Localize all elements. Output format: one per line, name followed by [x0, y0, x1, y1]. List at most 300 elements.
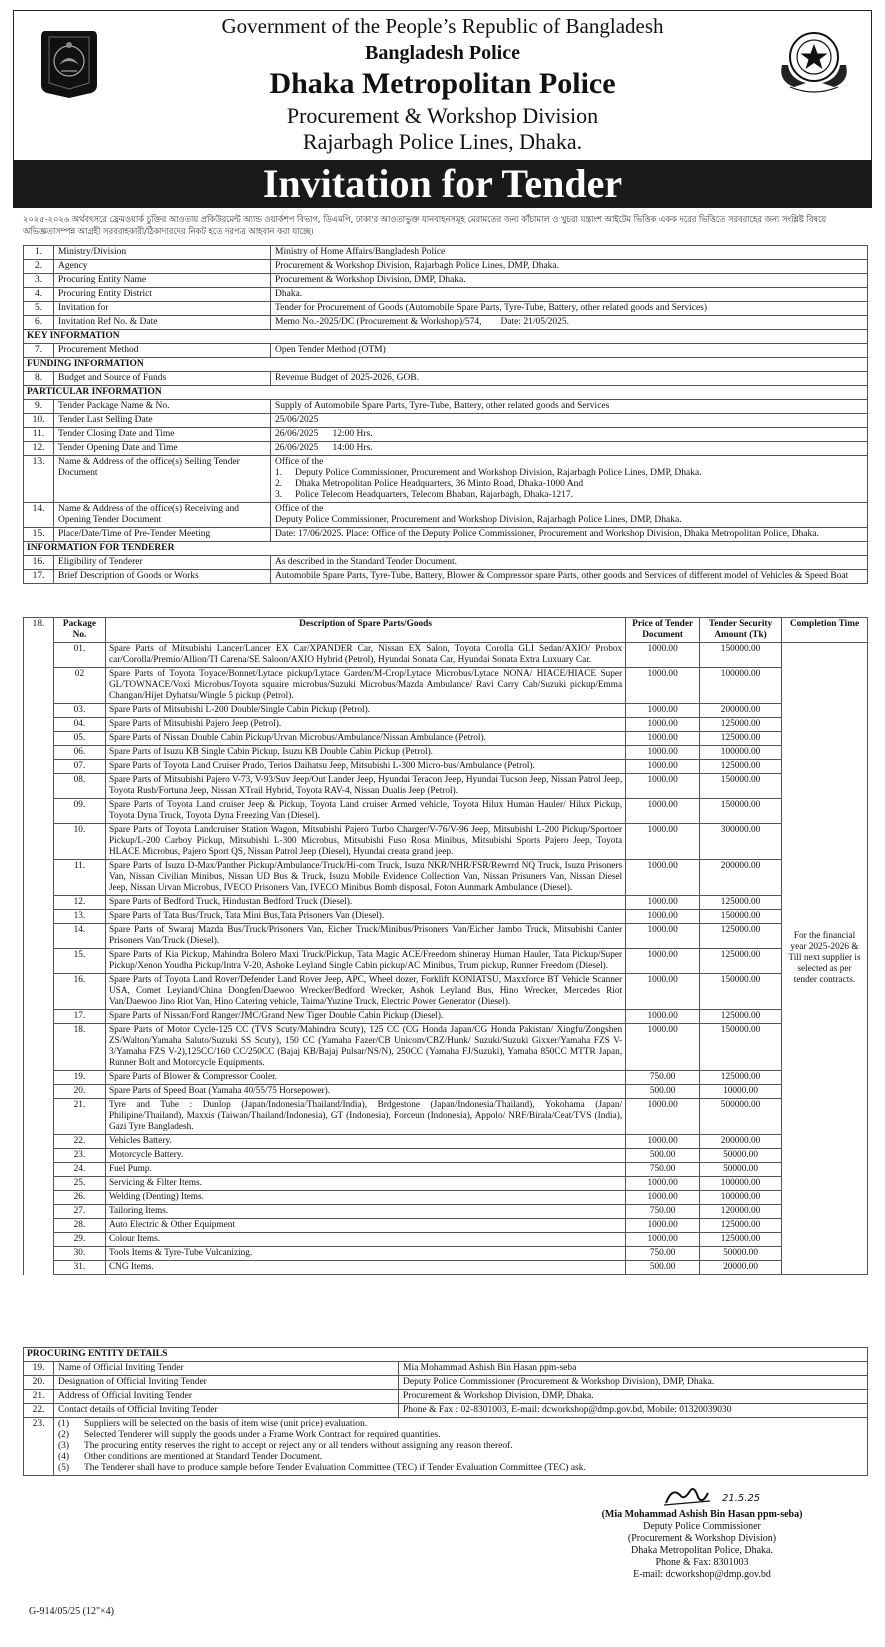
package-security: 200000.00 — [700, 860, 782, 896]
row-number-spacer — [24, 668, 54, 704]
conditions-cell — [54, 1418, 868, 1476]
table-row — [24, 896, 868, 910]
row-number-spacer — [24, 1010, 54, 1024]
row-number-spacer — [24, 1219, 54, 1233]
table-row — [24, 910, 868, 924]
info-table — [23, 245, 868, 584]
row-value — [271, 456, 868, 503]
print-code: G-914/05/25 (12"×4) — [29, 1606, 114, 1617]
condition-item — [58, 1452, 863, 1463]
package-price: 1000.00 — [626, 1233, 700, 1247]
row-number: 6. — [24, 316, 54, 330]
package-number: 04. — [53, 718, 105, 732]
package-price: 1000.00 — [626, 1191, 700, 1205]
package-security: 150000.00 — [700, 974, 782, 1010]
list-index: 1. — [275, 468, 283, 478]
package-price: 500.00 — [626, 1085, 700, 1099]
info-row — [24, 428, 868, 442]
row-number-spacer — [24, 1247, 54, 1261]
condition-text: Suppliers will be selected on the basis of item wise (unit price) evaluation. — [84, 1419, 368, 1429]
package-number: 23. — [53, 1149, 105, 1163]
package-description: Fuel Pump. — [105, 1163, 625, 1177]
package-security: 125000.00 — [700, 896, 782, 910]
table-row — [24, 1135, 868, 1149]
list-index: 3. — [275, 490, 283, 500]
row-number-spacer — [24, 860, 54, 896]
package-security: 125000.00 — [700, 1010, 782, 1024]
package-number: 19. — [53, 1071, 105, 1085]
section-heading-particular: PARTICULAR INFORMATION — [24, 386, 868, 400]
table-row — [24, 643, 868, 668]
package-security: 125000.00 — [700, 1071, 782, 1085]
row-number: 2. — [24, 260, 54, 274]
package-description: Spare Parts of Kia Pickup, Mahindra Bolero Maxi Truck/Pickup, Tata Magic ACE/Freedom shineray Human Hauler, Tata Pickup/Super Pickup/Xenon Youdha Pickup/Intra V-20, Ashoke Leyland Single Cabin pickup/AC Minibus, Trum pickup, Runner Freedom (Diesel). — [105, 949, 625, 974]
row-number: 10. — [24, 414, 54, 428]
info-row — [24, 442, 868, 456]
package-description: Colour Items. — [105, 1233, 625, 1247]
column-header-description: Description of Spare Parts/Goods — [105, 618, 625, 643]
row-key: Tender Closing Date and Time — [54, 428, 271, 442]
row-number-spacer — [24, 1205, 54, 1219]
package-description: Spare Parts of Tata Bus/Truck, Tata Mini Bus,Tata Prisoners Van (Diesel). — [105, 910, 625, 924]
row-number-spacer — [24, 896, 54, 910]
table-row — [24, 1261, 868, 1275]
condition-index: (3) — [58, 1441, 70, 1451]
tender-notice-page — [13, 10, 872, 1635]
package-number: 21. — [53, 1099, 105, 1135]
row-key: Eligibility of Tenderer — [54, 556, 271, 570]
package-number: 02 — [53, 668, 105, 704]
package-number: 14. — [53, 924, 105, 949]
package-price: 1000.00 — [626, 1024, 700, 1071]
row-number: 23. — [24, 1418, 54, 1476]
package-security: 50000.00 — [700, 1149, 782, 1163]
package-number: 17. — [53, 1010, 105, 1024]
package-description: CNG Items. — [105, 1261, 625, 1275]
package-security: 150000.00 — [700, 774, 782, 799]
package-price: 750.00 — [626, 1163, 700, 1177]
table-row — [24, 668, 868, 704]
row-number: 15. — [24, 528, 54, 542]
package-price: 750.00 — [626, 1071, 700, 1085]
package-description: Spare Parts of Toyota Land Rover/Defender Land Rover Jeep, APC, Wheel dozer, Forklift KONIATSU, Maxxforce BT Vehicle Scanner USA, Comet Leyiand/China Dongfen/Daewoo Wrecker/Bedford Wrecker, Ashok Leyland Bus, Hino Wrecker, Mercedes Riot Van/Daewoo Jino Riot Van, Hino Catering vehicle, Taima/Yuzine Truck, Electric Power Generator (Diesel). — [105, 974, 625, 1010]
row-value: Memo No.-2025/DC (Procurement & Workshop)/574, Date: 21/05/2025. — [271, 316, 868, 330]
package-number: 29. — [53, 1233, 105, 1247]
completion-time: For the financial year 2025-2026 & Till next supplier is selected as per tender contracts. — [782, 643, 868, 1275]
signatory-office: Dhaka Metropolitan Police, Dhaka. — [631, 1545, 773, 1556]
condition-index: (4) — [58, 1452, 70, 1462]
info-row — [24, 400, 868, 414]
row-number: 9. — [24, 400, 54, 414]
row-number: 22. — [24, 1404, 54, 1418]
package-security: 200000.00 — [700, 1135, 782, 1149]
info-row — [24, 1362, 868, 1376]
package-security: 150000.00 — [700, 643, 782, 668]
header-line-division: Procurement & Workshop Division — [286, 103, 599, 128]
table-row — [24, 1233, 868, 1247]
section-heading-tenderer: INFORMATION FOR TENDERER — [24, 542, 868, 556]
signatory-division: (Procurement & Workshop Division) — [627, 1533, 777, 1544]
column-header-security: Tender Security Amount (Tk) — [700, 618, 782, 643]
table-row — [24, 1219, 868, 1233]
package-price: 1000.00 — [626, 1010, 700, 1024]
row-value: 26/06/2025 14:00 Hrs. — [271, 442, 868, 456]
signatory-phone: Phone & Fax: 8301003 — [655, 1557, 749, 1568]
table-row — [24, 1205, 868, 1219]
row-number-spacer — [24, 643, 54, 668]
package-description: Spare Parts of Toyota Landcruiser Station Wagon, Mitsubishi Pajero Turbo Charger/V-76/V-96 Jeep, Mitsubishi L-200 Pickup/Sportoer Pickup/L-200 Carboy Pickup, Mitsubishi L-300 Microbus, Mitsubishi Fuso Rosa Minibus, Mitsubishi Sports Pajero Jeep, Toyota HLACE Microbus, Pajero Sport QS, Nissan Patrol Jeep (Diesel), Hyundai creata grand jeep. — [105, 824, 625, 860]
package-price: 1000.00 — [626, 924, 700, 949]
package-number: 28. — [53, 1219, 105, 1233]
table-row — [24, 746, 868, 760]
package-security: 10000.00 — [700, 1085, 782, 1099]
row-key: Tender Opening Date and Time — [54, 442, 271, 456]
package-price: 1000.00 — [626, 732, 700, 746]
package-security: 500000.00 — [700, 1099, 782, 1135]
package-description: Spare Parts of Blower & Compressor Cooler. — [105, 1071, 625, 1085]
condition-item — [58, 1441, 863, 1452]
package-price: 1000.00 — [626, 643, 700, 668]
row-number-spacer — [24, 704, 54, 718]
info-row — [24, 1390, 868, 1404]
condition-index: (1) — [58, 1419, 70, 1429]
package-description: Spare Parts of Toyota Land Cruiser Prado, Terios Daihatsu Jeep, Mitsubishi L-300 Micro-bus/Ambulance (Petrol). — [105, 760, 625, 774]
package-security: 50000.00 — [700, 1163, 782, 1177]
row-number: 7. — [24, 344, 54, 358]
row-number-spacer — [24, 774, 54, 799]
row-number: 11. — [24, 428, 54, 442]
package-security: 125000.00 — [700, 732, 782, 746]
condition-text: Selected Tenderer will supply the goods under a Frame Work Contract for required quantities. — [84, 1430, 441, 1440]
package-security: 125000.00 — [700, 760, 782, 774]
condition-item — [58, 1419, 863, 1430]
package-price: 1000.00 — [626, 746, 700, 760]
row-value: Deputy Police Commissioner (Procurement & Workshop Division), DMP, Dhaka. — [399, 1376, 868, 1390]
table-row — [24, 1099, 868, 1135]
signature-block — [552, 1483, 852, 1581]
package-number: 09. — [53, 799, 105, 824]
row-number-spacer — [24, 746, 54, 760]
package-price: 500.00 — [626, 1149, 700, 1163]
procuring-entity-table — [23, 1347, 868, 1476]
row-value: Supply of Automobile Spare Parts, Tyre-Tube, Battery, other related goods and Services — [271, 400, 868, 414]
package-number: 03. — [53, 704, 105, 718]
package-number: 27. — [53, 1205, 105, 1219]
package-number: 30. — [53, 1247, 105, 1261]
info-row — [24, 302, 868, 316]
section-heading-funding: FUNDING INFORMATION — [24, 358, 868, 372]
row-number-spacer — [24, 1149, 54, 1163]
package-number: 12. — [53, 896, 105, 910]
package-rows — [24, 643, 868, 1275]
package-number: 20. — [53, 1085, 105, 1099]
package-price: 1000.00 — [626, 1135, 700, 1149]
row-key: Tender Package Name & No. — [54, 400, 271, 414]
package-security: 125000.00 — [700, 718, 782, 732]
package-description: Vehicles Battery. — [105, 1135, 625, 1149]
package-description: Spare Parts of Swaraj Mazda Bus/Truck/Prisoners Van, Eicher Truck/Minibus/Prisoners Van/Eicher Jambo Truck, Mitsubishi Canter Prisoners Van/Truck (Diesel). — [105, 924, 625, 949]
row-number: 4. — [24, 288, 54, 302]
row-key: Procuring Entity Name — [54, 274, 271, 288]
package-number: 11. — [53, 860, 105, 896]
package-description: Tailoring Items. — [105, 1205, 625, 1219]
row-number-spacer — [24, 1191, 54, 1205]
package-number: 31. — [53, 1261, 105, 1275]
condition-item — [58, 1463, 863, 1474]
list-text: Police Telecom Headquarters, Telecom Bhaban, Rajarbagh, Dhaka-1217. — [295, 490, 573, 500]
condition-item — [58, 1430, 863, 1441]
package-security: 50000.00 — [700, 1247, 782, 1261]
package-description: Spare Parts of Toyota Toyace/Bonnet/Lytace pickup/Lytace Garden/M-Crop/Lytace Microbus/Lytace NONA/ HIACE/HIACE Super GL/TOWNACE/Voxi Microbus/Toyota squaire microbus/Suzuki Microbus/Mazda Ambulance/ Ravi Carry Cab/Suzuki pickup/Emma Changan/Hijet Dyhatsu/Wingle 5 pickup (Petrol). — [105, 668, 625, 704]
condition-text: The Tenderer shall have to produce sample before Tender Evaluation Committee (TEC) if Tender Evaluation Committee (TEC) ask. — [84, 1463, 586, 1473]
package-price: 1000.00 — [626, 799, 700, 824]
package-price: 500.00 — [626, 1261, 700, 1275]
invitation-banner: Invitation for Tender — [13, 160, 872, 208]
package-number: 01. — [53, 643, 105, 668]
row-value: Tender for Procurement of Goods (Automobile Spare Parts, Tyre-Tube, Battery, other related goods and Services) — [271, 302, 868, 316]
row-number: 3. — [24, 274, 54, 288]
row-key: Agency — [54, 260, 271, 274]
package-security: 120000.00 — [700, 1205, 782, 1219]
row-key: Tender Last Selling Date — [54, 414, 271, 428]
section-row — [24, 542, 868, 556]
info-row — [24, 528, 868, 542]
section-heading-procuring-entity: PROCURING ENTITY DETAILS — [24, 1348, 868, 1362]
section-row — [24, 330, 868, 344]
list-text: Dhaka Metropolitan Police Headquarters, 36 Minto Road, Dhaka-1000 And — [295, 479, 584, 489]
row-number-spacer — [24, 1099, 54, 1135]
list-item — [275, 479, 863, 490]
package-price: 1000.00 — [626, 1177, 700, 1191]
conditions-row — [24, 1418, 868, 1476]
selling-office-list — [275, 468, 863, 501]
package-price: 750.00 — [626, 1205, 700, 1219]
column-header-package: Package No. — [53, 618, 105, 643]
row-value: Mia Mohammad Ashish Bin Hasan ppm-seba — [399, 1362, 868, 1376]
table-row — [24, 1024, 868, 1071]
info-row — [24, 456, 868, 503]
info-row — [24, 414, 868, 428]
section-row — [24, 386, 868, 400]
package-description: Spare Parts of Isuzu D-Max/Panther Pickup/Ambulance/Truck/Hi-com Truck, Isuzu NKR/NHR/FSR/Rewrrd NQ Truck, Isuzu Prisoners Van, Nissan Civilian Minibus, Nissan UD Bus & Truck, Isuzu Mobile Evidence Collection Van, Nissan Prisuners Van, Nissan Diesel Jeep, Nissan Urvan Microbus, IVECO Prisoners Van, IVECO Minibus Bomb disposal, Foton Aunmark Ambulance (Diesel). — [105, 860, 625, 896]
signatory-email: E-mail: dcworkshop@dmp.gov.bd — [633, 1569, 771, 1580]
package-security: 150000.00 — [700, 910, 782, 924]
package-number: 10. — [53, 824, 105, 860]
package-number: 22. — [53, 1135, 105, 1149]
condition-text: The procuring entity reserves the right to accept or reject any or all tenders without assigning any reason thereof. — [84, 1441, 513, 1451]
package-number: 13. — [53, 910, 105, 924]
table-row — [24, 1191, 868, 1205]
section-row — [24, 358, 868, 372]
package-security: 125000.00 — [700, 949, 782, 974]
table-row — [24, 1071, 868, 1085]
row-key: Invitation Ref No. & Date — [54, 316, 271, 330]
row-value: 25/06/2025 — [271, 414, 868, 428]
row-key: Address of Official Inviting Tender — [54, 1390, 399, 1404]
table-row — [24, 1177, 868, 1191]
signature-mark — [552, 1483, 852, 1509]
row-key: Ministry/Division — [54, 246, 271, 260]
row-number-spacer — [24, 974, 54, 1010]
package-description: Spare Parts of Mitsubishi L-200 Double/Single Cabin Pickup (Petrol). — [105, 704, 625, 718]
table-row — [24, 1149, 868, 1163]
table-row — [24, 1085, 868, 1099]
row-key: Contact details of Official Inviting Tender — [54, 1404, 399, 1418]
signature-date: 21.5.25 — [722, 1493, 761, 1504]
row-key: Procurement Method — [54, 344, 271, 358]
table-row — [24, 732, 868, 746]
receiving-office-intro: Office of the — [275, 504, 324, 514]
selling-office-intro: Office of the — [275, 457, 324, 467]
row-key: Name of Official Inviting Tender — [54, 1362, 399, 1376]
row-number-spacer — [24, 1261, 54, 1275]
row-number: 1. — [24, 246, 54, 260]
condition-index: (5) — [58, 1463, 70, 1473]
package-number: 25. — [53, 1177, 105, 1191]
package-number: 07. — [53, 760, 105, 774]
table-row — [24, 704, 868, 718]
list-item — [275, 490, 863, 501]
row-number-spacer — [24, 1085, 54, 1099]
info-row — [24, 556, 868, 570]
package-number: 05. — [53, 732, 105, 746]
package-price: 1000.00 — [626, 1219, 700, 1233]
row-number: 17. — [24, 570, 54, 584]
row-number-spacer — [24, 824, 54, 860]
package-description: Spare Parts of Isuzu KB Single Cabin Pickup, Isuzu KB Double Cabin Pickup (Petrol). — [105, 746, 625, 760]
header-line-address: Rajarbagh Police Lines, Dhaka. — [302, 129, 583, 154]
row-number: 18. — [24, 618, 54, 643]
package-security: 100000.00 — [700, 1191, 782, 1205]
row-value: Open Tender Method (OTM) — [271, 344, 868, 358]
package-security: 100000.00 — [700, 746, 782, 760]
row-value: Revenue Budget of 2025-2026, GOB. — [271, 372, 868, 386]
package-price: 1000.00 — [626, 860, 700, 896]
table-row — [24, 718, 868, 732]
signatory-designation: Deputy Police Commissioner — [643, 1521, 761, 1532]
package-security: 300000.00 — [700, 824, 782, 860]
row-number-spacer — [24, 760, 54, 774]
package-number: 26. — [53, 1191, 105, 1205]
section-heading-key-information: KEY INFORMATION — [24, 330, 868, 344]
list-index: 2. — [275, 479, 283, 489]
info-row — [24, 316, 868, 330]
package-description: Spare Parts of Mitsubishi Pajero Jeep (Petrol). — [105, 718, 625, 732]
row-key: Designation of Official Inviting Tender — [54, 1376, 399, 1390]
package-description: Spare Parts of Toyota Land cruiser Jeep & Pickup, Toyota Land cruiser Armed vehicle, Toyota Hilux Human Hauler/ Hilux Pickup, Toyota Dyna Truck, Toyota Dyna Freezing Van (Diesel). — [105, 799, 625, 824]
column-header-completion: Completion Time — [782, 618, 868, 643]
table-row — [24, 760, 868, 774]
row-key: Budget and Source of Funds — [54, 372, 271, 386]
row-key: Procuring Entity District — [54, 288, 271, 302]
package-description: Servicing & Filter Items. — [105, 1177, 625, 1191]
row-number-spacer — [24, 1177, 54, 1191]
header-line-bangladesh-police: Bangladesh Police — [364, 42, 520, 64]
package-description: Spare Parts of Nissan Double Cabin Pickup/Urvan Microbus/Ambulance/Nissan Ambulance (Petrol). — [105, 732, 625, 746]
condition-index: (2) — [58, 1430, 70, 1440]
info-row — [24, 344, 868, 358]
row-value: Procurement & Workshop Division, DMP, Dhaka. — [271, 274, 868, 288]
package-price: 1000.00 — [626, 1099, 700, 1135]
package-security: 100000.00 — [700, 1177, 782, 1191]
package-table — [23, 617, 868, 1275]
row-number-spacer — [24, 949, 54, 974]
package-description: Spare Parts of Mitsubishi Lancer/Lancer EX Car/XPANDER Car, Nissan EX Salon, Toyota Corolla GLI Sedan/AXIO/ Probox car/Corolla/Premio/Allion/TI Carena/SE Saloon/AXIO Hybrid (Petrol), Hyundai Sonata Car, Hyundai Sonata Extra Luxuary Car. — [105, 643, 625, 668]
list-text: Deputy Police Commissioner, Procurement and Workshop Division, Rajarbagh Police Lines, DMP, Dhaka. — [295, 468, 702, 478]
table-row — [24, 824, 868, 860]
row-value: 26/06/2025 12:00 Hrs. — [271, 428, 868, 442]
row-number-spacer — [24, 924, 54, 949]
row-number: 21. — [24, 1390, 54, 1404]
header-line-dmp: Dhaka Metropolitan Police — [269, 67, 616, 100]
package-price: 1000.00 — [626, 718, 700, 732]
package-number: 15. — [53, 949, 105, 974]
package-description: Spare Parts of Mitsubishi Pajero V-73, V-93/Suv Jeep/Out Lander Jeep, Hyundai Teracon Jeep, Hyundai Tucson Jeep, Nissan Patrol Jeep, Toyota Rush/Fortuna Jeep, Nissan XTrail Hybrid, Toyota RAV-4, Nissan Dualis Jeep (Petrol). — [105, 774, 625, 799]
package-security: 20000.00 — [700, 1261, 782, 1275]
package-price: 1000.00 — [626, 704, 700, 718]
row-key: Place/Date/Time of Pre-Tender Meeting — [54, 528, 271, 542]
intro-paragraph: ২০২৫-২০২৬ অর্থবৎসরে ফ্রেমওয়ার্ক চুক্তির আওতায় প্রকিউরমেন্ট অ্যান্ড ওয়ার্কশপ বিভাগ, ডিএমপি, ঢাকা'র আওতাভুক্ত যানবাহনসমূহ মেরামতের জন্য কাঁচামাল ও খুচরা যন্ত্রাংশ আইটেম ভিত্তিক একক দরের ভিত্তিতে সরবরাহের জন্য সংশ্লিষ্ট বিষয়ে অভিজ্ঞতাসম্পন্ন আগ্রহী সরবরাহকারী/ঠিকাদারদের নিকট হতে দরপত্র আহবান করা যাচ্ছে। — [23, 214, 827, 236]
package-price: 1000.00 — [626, 774, 700, 799]
row-number-spacer — [24, 799, 54, 824]
package-security: 125000.00 — [700, 1219, 782, 1233]
conditions-list — [58, 1419, 863, 1474]
table-row — [24, 774, 868, 799]
row-number: 12. — [24, 442, 54, 456]
table-row — [24, 1010, 868, 1024]
signatory-name: (Mia Mohammad Ashish Bin Hasan ppm-seba) — [601, 1509, 803, 1520]
row-value: Procurement & Workshop Division, DMP, Dhaka. — [399, 1390, 868, 1404]
info-row — [24, 246, 868, 260]
package-description: Spare Parts of Nissan/Ford Ranger/JMC/Grand New Tiger Double Cabin Pickup (Diesel). — [105, 1010, 625, 1024]
table-row — [24, 860, 868, 896]
row-number-spacer — [24, 910, 54, 924]
package-price: 1000.00 — [626, 910, 700, 924]
package-price: 1000.00 — [626, 949, 700, 974]
package-number: 18. — [53, 1024, 105, 1071]
table-row — [24, 924, 868, 949]
row-number-spacer — [24, 1071, 54, 1085]
table-row — [24, 974, 868, 1010]
table-row — [24, 949, 868, 974]
info-row — [24, 372, 868, 386]
package-description: Auto Electric & Other Equipment — [105, 1219, 625, 1233]
condition-text: Other conditions are mentioned at Standard Tender Document. — [84, 1452, 323, 1462]
package-number: 08. — [53, 774, 105, 799]
package-security: 125000.00 — [700, 1233, 782, 1247]
package-price: 1000.00 — [626, 896, 700, 910]
info-row — [24, 288, 868, 302]
row-number: 5. — [24, 302, 54, 316]
package-description: Welding (Denting) Items. — [105, 1191, 625, 1205]
row-value: Phone & Fax : 02-8301003, E-mail: dcworkshop@dmp.gov.bd, Mobile: 01320039030 — [399, 1404, 868, 1418]
row-number: 8. — [24, 372, 54, 386]
row-number-spacer — [24, 1233, 54, 1247]
package-price: 1000.00 — [626, 974, 700, 1010]
package-description: Motorcycle Battery. — [105, 1149, 625, 1163]
package-price: 1000.00 — [626, 668, 700, 704]
package-number: 06. — [53, 746, 105, 760]
row-number-spacer — [24, 732, 54, 746]
info-row — [24, 503, 868, 528]
row-key: Name & Address of the office(s) Selling Tender Document — [54, 456, 271, 503]
row-number: 19. — [24, 1362, 54, 1376]
info-row — [24, 260, 868, 274]
package-number: 16. — [53, 974, 105, 1010]
info-row — [24, 1376, 868, 1390]
package-number: 24. — [53, 1163, 105, 1177]
info-row — [24, 1404, 868, 1418]
